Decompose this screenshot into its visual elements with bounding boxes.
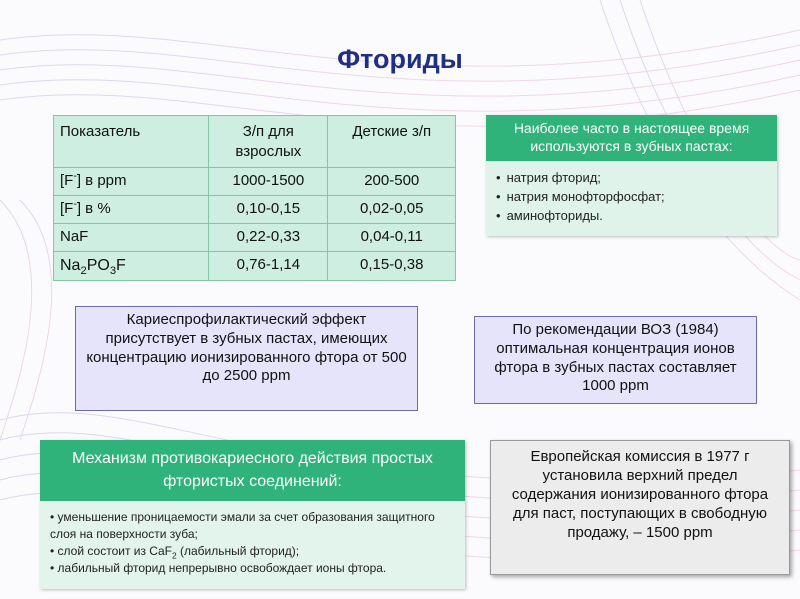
adult-value: 0,76-1,14 bbox=[209, 252, 328, 281]
row-label: $Na_2PO_3F$ bbox=[54, 252, 209, 281]
toothpaste-box-header: Наиболее часто в настоящее время используются в зубных пастах: bbox=[486, 115, 777, 161]
list-item: • уменьшение проницаемости эмали за счет образования защитного слоя на поверхности зуба; bbox=[50, 510, 435, 542]
table-row bbox=[54, 252, 456, 281]
list-item: • лабильный фторид непрерывно освобождает ионы фтора. bbox=[50, 560, 387, 575]
mechanism-box-header: Механизм противокариесного действия простых фтористых соединений: bbox=[40, 440, 465, 501]
list-item: • натрия монофторфосфат; bbox=[496, 188, 665, 204]
bullet-icon: • bbox=[496, 188, 501, 204]
bullet-icon: • bbox=[50, 510, 58, 525]
toothpaste-fluorides-box bbox=[486, 115, 777, 236]
list-item: • слой состоит из CaF$_2$ (лабильный фторид); bbox=[50, 543, 300, 561]
bullet-icon: • bbox=[496, 207, 501, 223]
mechanism-box bbox=[40, 440, 465, 589]
adult-value: 0,22-0,33 bbox=[209, 224, 328, 252]
page-title: Фториды bbox=[337, 44, 463, 74]
column-header-indicator: Показатель bbox=[54, 116, 209, 168]
bullet-icon: • bbox=[50, 543, 58, 558]
row-label: [F-] в % bbox=[54, 196, 209, 224]
column-header-adult: З/п для взрослых bbox=[209, 116, 328, 168]
caries-prevention-box: Кариеспрофилактический эффект присутствует в зубных пастах, имеющих концентрацию ионизированного фтора от 500 до 2500 ppm bbox=[75, 306, 418, 411]
table-header-row bbox=[54, 116, 456, 168]
list-item: • аминофториды. bbox=[496, 207, 603, 223]
mechanism-list bbox=[40, 501, 465, 588]
toothpaste-list bbox=[486, 161, 777, 236]
adult-value: 0,10-0,15 bbox=[209, 196, 328, 224]
row-label: NaF bbox=[54, 224, 209, 252]
kids-value: 200-500 bbox=[328, 168, 456, 196]
row-label: [F-] в ppm bbox=[54, 168, 209, 196]
table-row bbox=[54, 196, 456, 224]
adult-value: 1000-1500 bbox=[209, 168, 328, 196]
bullet-icon: • bbox=[496, 170, 501, 185]
kids-value: 0,02-0,05 bbox=[328, 196, 456, 224]
eu-commission-box: Европейская комиссия в 1977 г установила верхний предел содержания ионизированного фтора для паст, поступающих в свободную продажу, – 1500 ppm bbox=[490, 440, 790, 575]
who-recommendation-box: По рекомендации ВОЗ (1984) оптимальная концентрация ионов фтора в зубных пастах составляет 1000 ppm bbox=[474, 316, 757, 404]
bullet-icon: • bbox=[50, 560, 58, 575]
column-header-kids: Детские з/п bbox=[328, 116, 456, 168]
table-row bbox=[54, 224, 456, 252]
table-row bbox=[54, 168, 456, 196]
list-item: • натрия фторид; bbox=[496, 170, 601, 185]
kids-value: 0,15-0,38 bbox=[328, 252, 456, 281]
fluoride-concentration-table bbox=[53, 115, 456, 281]
kids-value: 0,04-0,11 bbox=[328, 224, 456, 252]
